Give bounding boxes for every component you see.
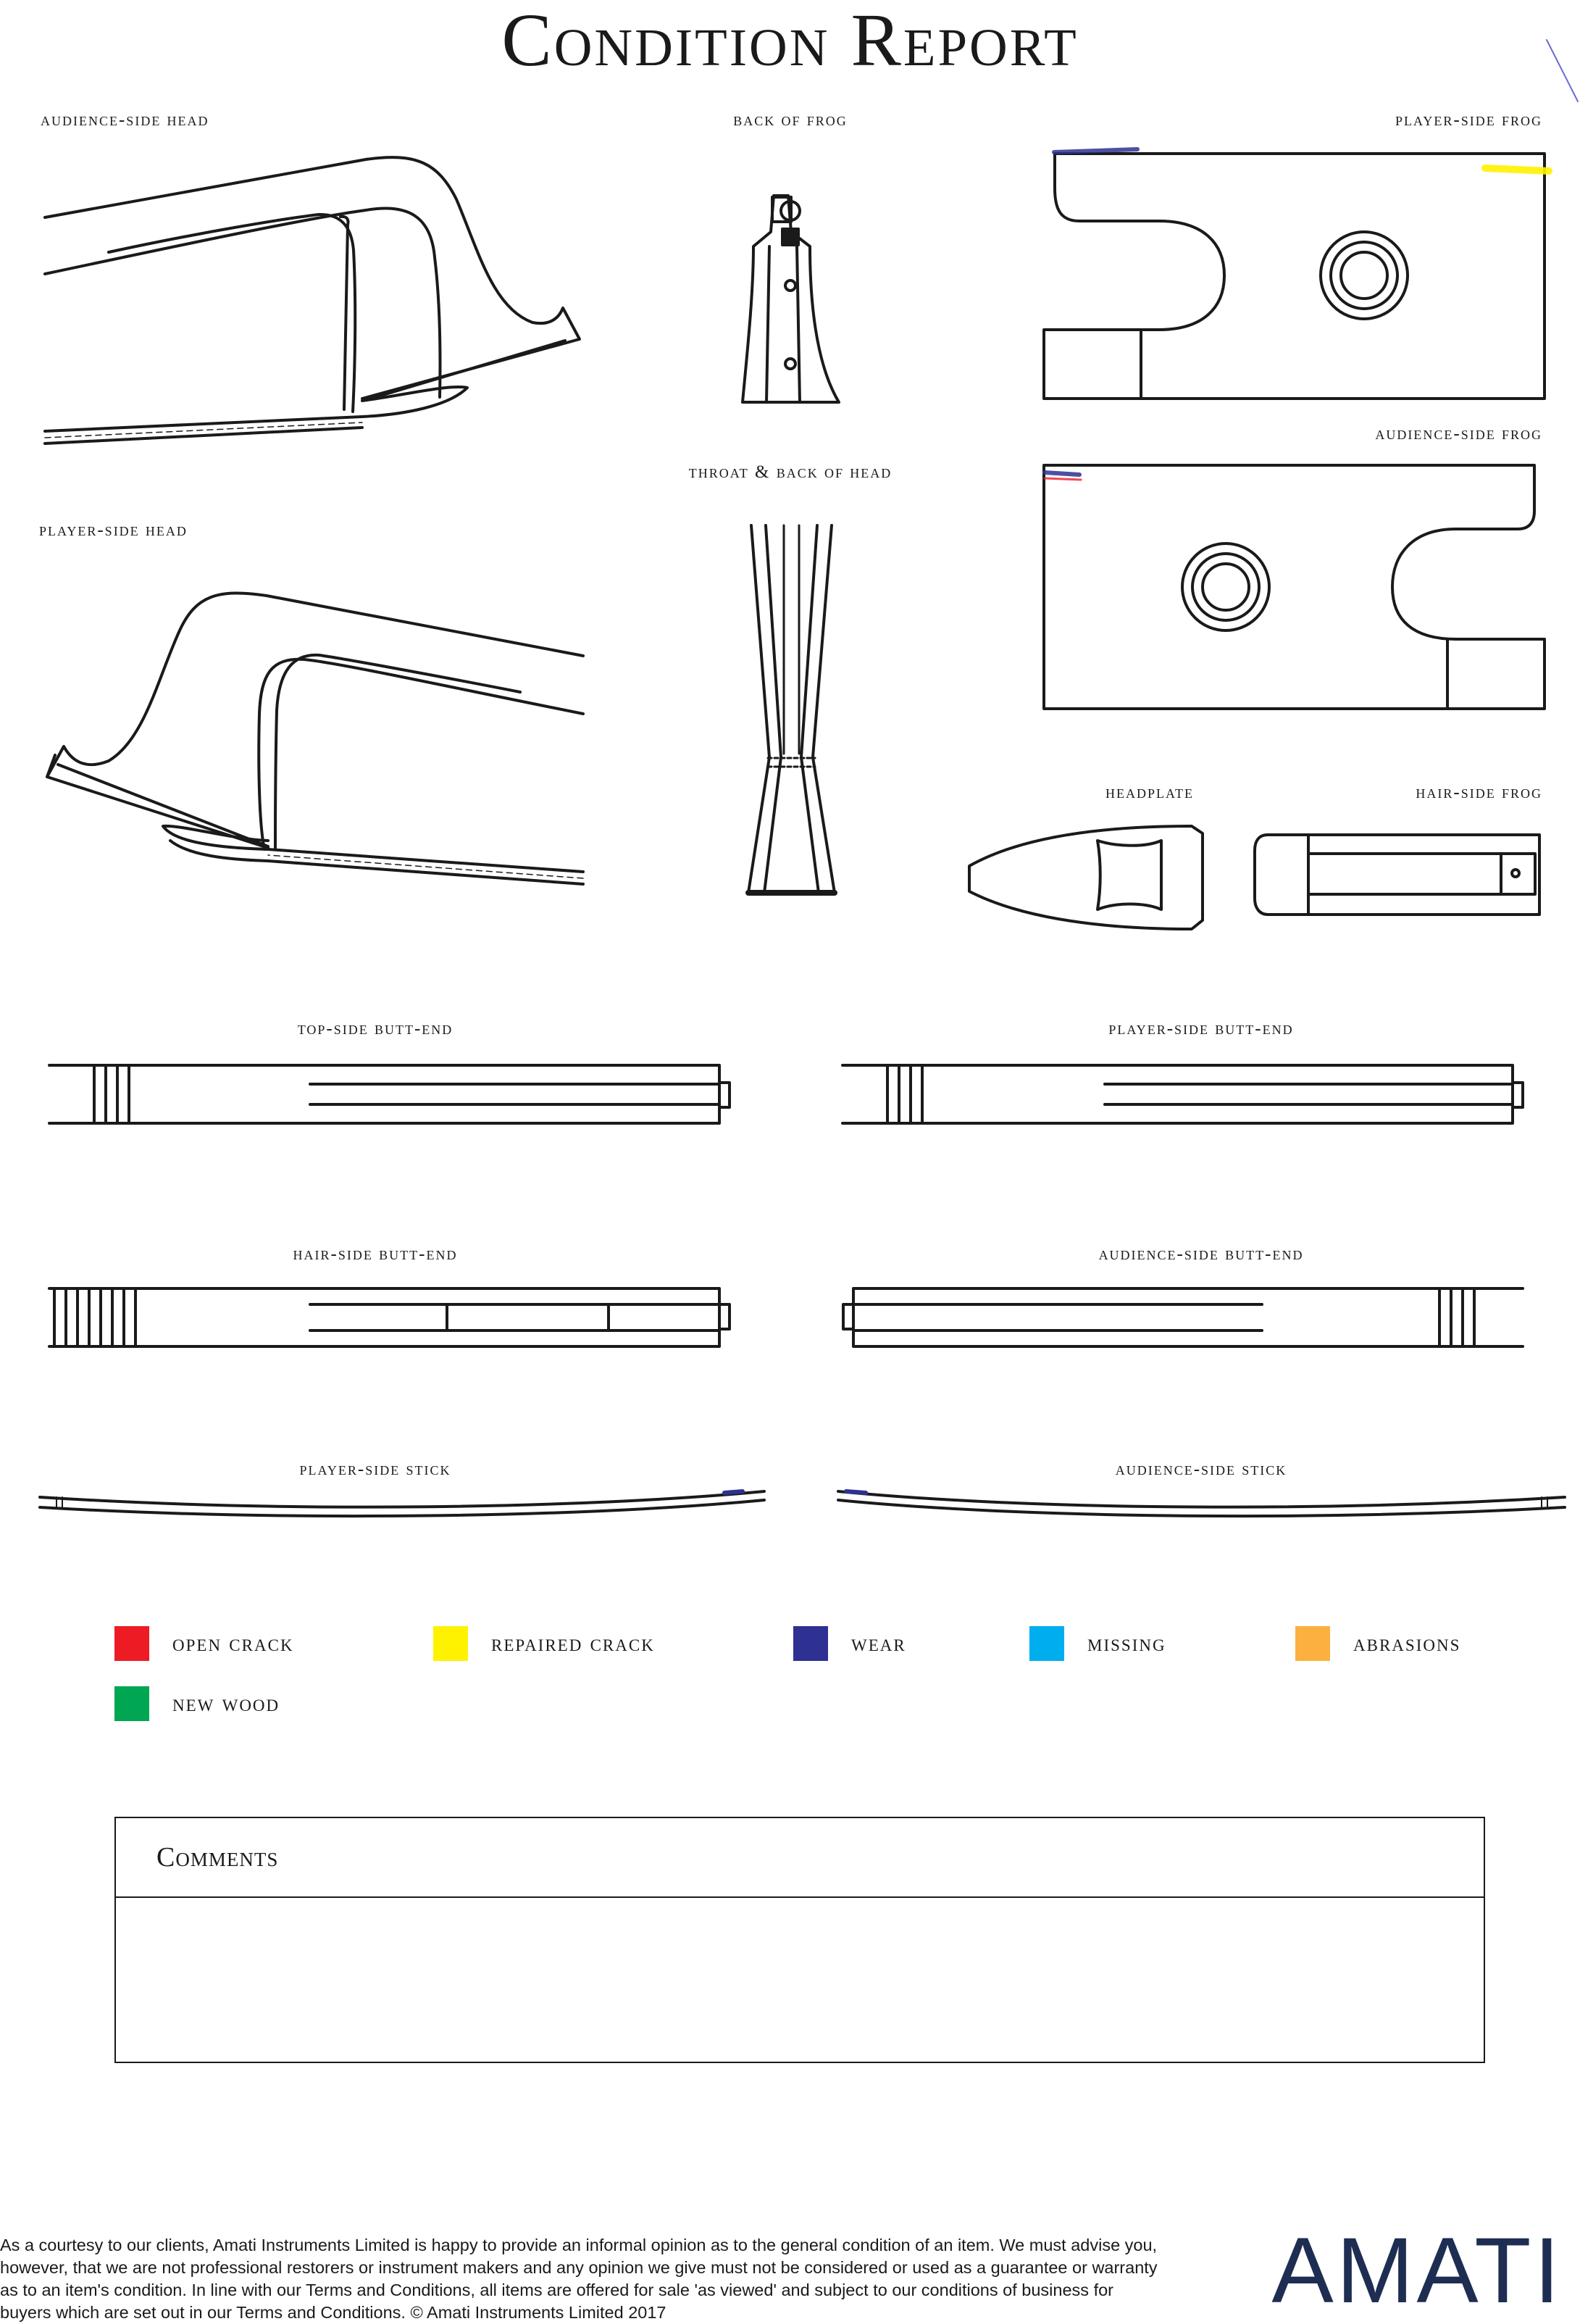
comments-field[interactable] bbox=[116, 1898, 1484, 2060]
audience-side-stick-drawing[interactable] bbox=[838, 1491, 1565, 1516]
label-hair-side-butt-end: hair-side butt-end bbox=[293, 1244, 458, 1264]
stray-pen-mark bbox=[1547, 40, 1578, 101]
legend-swatch bbox=[114, 1686, 149, 1721]
brand-logo: AMATI bbox=[1271, 2219, 1563, 2323]
label-headplate: headplate bbox=[1105, 783, 1194, 802]
label-audience-side-frog: audience-side frog bbox=[1375, 424, 1542, 443]
legend-label: missing bbox=[1087, 1630, 1166, 1657]
player-side-stick-drawing[interactable] bbox=[40, 1491, 764, 1516]
legend-item-wear bbox=[793, 1626, 906, 1661]
legend-item-open-crack bbox=[114, 1626, 294, 1661]
label-player-side-head: player-side head bbox=[39, 520, 188, 540]
player-side-butt-end-drawing[interactable] bbox=[843, 1065, 1523, 1123]
audience-side-head-drawing[interactable] bbox=[45, 157, 580, 443]
player-side-frog-drawing[interactable] bbox=[1044, 149, 1549, 399]
label-player-side-butt-end: player-side butt-end bbox=[1108, 1019, 1294, 1038]
label-audience-side-head: audience-side head bbox=[41, 110, 209, 130]
legend-label: new wood bbox=[172, 1690, 280, 1717]
legend-label: abrasions bbox=[1353, 1630, 1461, 1657]
top-side-butt-end-drawing[interactable] bbox=[49, 1065, 730, 1123]
legend-label: repaired crack bbox=[491, 1630, 655, 1657]
comments-box bbox=[114, 1817, 1485, 2063]
comments-header bbox=[116, 1818, 1484, 1898]
legend-swatch bbox=[433, 1626, 468, 1661]
legend-swatch bbox=[114, 1626, 149, 1661]
legend-swatch bbox=[793, 1626, 828, 1661]
back-of-frog-drawing[interactable] bbox=[743, 196, 839, 402]
legend-label: wear bbox=[851, 1630, 906, 1657]
label-hair-side-frog: hair-side frog bbox=[1416, 783, 1542, 802]
label-back-of-frog: back of frog bbox=[733, 110, 848, 130]
legend-item-abrasions bbox=[1295, 1626, 1460, 1661]
legend-item-missing bbox=[1029, 1626, 1166, 1661]
hair-side-frog-drawing[interactable] bbox=[1255, 835, 1539, 915]
label-player-side-frog: player-side frog bbox=[1395, 110, 1542, 130]
legend-label: open crack bbox=[172, 1630, 294, 1657]
label-throat-back-of-head: throat & back of head bbox=[688, 462, 893, 482]
headplate-drawing[interactable] bbox=[969, 826, 1203, 929]
legend-swatch bbox=[1295, 1626, 1330, 1661]
page-title: Condition Report bbox=[501, 0, 1079, 82]
label-audience-side-stick: audience-side stick bbox=[1115, 1459, 1287, 1479]
legend-item-repaired-crack bbox=[433, 1626, 655, 1661]
player-side-head-drawing[interactable] bbox=[47, 593, 583, 884]
label-top-side-butt-end: top-side butt-end bbox=[297, 1019, 453, 1038]
legend-item-new-wood bbox=[114, 1686, 280, 1721]
comments-title: Comments bbox=[156, 1842, 279, 1873]
audience-side-frog-drawing[interactable] bbox=[1044, 465, 1545, 709]
label-audience-side-butt-end: audience-side butt-end bbox=[1098, 1244, 1304, 1264]
label-player-side-stick: player-side stick bbox=[299, 1459, 451, 1479]
disclaimer-text: As a courtesy to our clients, Amati Instruments Limited is happy to provide an informal opinion as to the general condition of an item. We must advise you, however, that we are not professional restorers or instrument makers and any opinion we give must not be considered or used as a guarantee or warranty as to an item's condition. In line with our Terms and Conditions, all items are offered for sale 'as viewed' and subject to our conditions of business for buyers which are set out in our Terms and Conditions. © Amati Instruments Limited 2017 bbox=[0, 2236, 1158, 2322]
throat-back-of-head-drawing[interactable] bbox=[748, 525, 835, 893]
audience-side-butt-end-drawing[interactable] bbox=[843, 1288, 1523, 1346]
legend-swatch bbox=[1029, 1626, 1064, 1661]
hair-side-butt-end-drawing[interactable] bbox=[49, 1288, 730, 1346]
